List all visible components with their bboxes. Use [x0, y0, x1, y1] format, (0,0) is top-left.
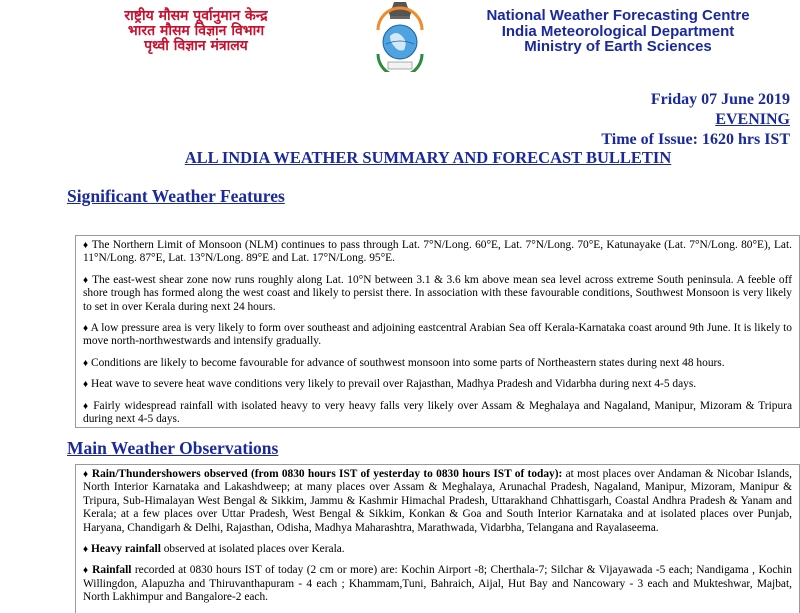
- issue-session: EVENING: [715, 111, 790, 128]
- list-item: ♦ Conditions are likely to become favourable for advance of southwest monsoon into some parts of Northeastern states during next 48 hours.: [83, 356, 725, 369]
- list-item: ♦ The Northern Limit of Monsoon (NLM) continues to pass through Lat. 7°N/Long. 60°E, Lat. 7°N/Long. 70°E, Katunayake (Lat. 7°N/Long. 80°E), Lat. 11°N/Long. 87°E, Lat. 13°N/Long. 89°E and Lat. 17°N/Long. 95°E.: [83, 239, 792, 265]
- hindi-line: भारत मौसम विज्ञान विभाग: [127, 23, 265, 39]
- english-line: Ministry of Earth Sciences: [524, 38, 712, 55]
- bullet-icon: ♦: [83, 357, 89, 369]
- hindi-line: राष्ट्रीय मौसम पूर्वानुमान केन्द्र: [124, 8, 268, 24]
- significant-features-box: [75, 235, 800, 428]
- hindi-line: पृथ्वी विज्ञान मंत्रालय: [144, 38, 248, 54]
- list-item: ♦ Rain/Thundershowers observed (from 0830 hours IST of yesterday to 0830 hours IST of today): at most places over Andaman & Nicobar Islands, North Interior Karnataka and Lakashdweep; at many places over Assam & Meghalaya, Arunachal Pradesh, Nagaland, Manipur, Mizoram, Manipur & Tripura, Sub-Himalayan West Bengal & Sikkim, Jammu & Kashmir Himachal Pradesh, Uttarakhand Chhattisgarh, Coastal Andhra Pradesh & Yanam and Kerala; at a few places over Uttar Pradesh, West Bengal & Sikkim, Konkan & Goa and South Interior Karnataka and at isolated places over Punjab, Haryana, Chandigarh & Delhi, Rajasthan, Odisha, Madhya Maharashtra, Marathwada, Vidarbha, Telangana and Rayalaseema.: [83, 468, 792, 534]
- issue-info: [601, 90, 790, 150]
- list-item: ♦ Fairly widespread rainfall with isolated heavy to very heavy falls very likely over Assam & Meghalaya and Nagaland, Manipur, Mizoram & Tripura during next 4-5 days.: [83, 399, 792, 426]
- bulletin-title: ALL INDIA WEATHER SUMMARY AND FORECAST BULLETIN: [184, 148, 672, 167]
- list-item: ♦ Rainfall recorded at 0830 hours IST of today (2 cm or more) are: Kochin Airport -8; Cherthala-7; Silchar & Vijayawada -5 each; Nandigama , Kochin Willingdon, Alapuzha and Thiruvanthapuram - 4 each ; Khammam,Tuni, Bahraich, Aijal, Hut Bay and Nancowary - 3 each and Mukteshwar, Majbat, North Lakhimpur and Bangalore-2 each.: [83, 564, 792, 604]
- list-item: ♦ A low pressure area is very likely to form over southeast and adjoining eastcentral Arabian Sea off Kerala-Karnataka coast around 9th June. It is likely to move north-northwestwards and intensify gradually.: [83, 322, 793, 348]
- issue-time: Time of Issue: 1620 hrs IST: [601, 131, 790, 148]
- english-line: India Meteorological Department: [501, 22, 735, 40]
- bullet-icon: ♦: [83, 469, 89, 480]
- bullet-icon: ♦: [83, 274, 89, 286]
- main-observations-box: [75, 464, 800, 613]
- list-item: ♦ Heavy rainfall observed at isolated places over Kerala.: [83, 543, 345, 556]
- list-item: ♦ The east-west shear zone now runs roughly along Lat. 10°N between 3.1 & 3.6 km above mean sea level across extreme South peninsula. A feeble off shore trough has formed along the west coast and likely to persist there. In association with these favourable conditions, Southwest Monsoon is very likely to set in over Kerala during next 24 hours.: [83, 273, 792, 313]
- english-line: National Weather Forecasting Centre: [486, 7, 750, 24]
- bullet-icon: ♦: [83, 240, 89, 251]
- issue-date: Friday 07 June 2019: [650, 91, 790, 108]
- significant-features-heading: Significant Weather Features: [67, 186, 285, 206]
- list-item: ♦ Heat wave to severe heat wave conditions very likely to prevail over Rajasthan, Madhya Pradesh and Vidarbha during next 4-5 days.: [83, 378, 697, 391]
- imd-emblem-icon: [368, 0, 432, 72]
- hindi-org-name: [96, 9, 296, 54]
- main-observations-heading: Main Weather Observations: [67, 438, 279, 458]
- bullet-icon: ♦: [83, 544, 89, 556]
- bullet-icon: ♦: [83, 400, 90, 412]
- english-org-name: [440, 8, 796, 55]
- header: [0, 0, 800, 80]
- bullet-icon: ♦: [83, 565, 89, 577]
- bullet-icon: ♦: [83, 379, 89, 391]
- bullet-icon: ♦: [83, 323, 89, 335]
